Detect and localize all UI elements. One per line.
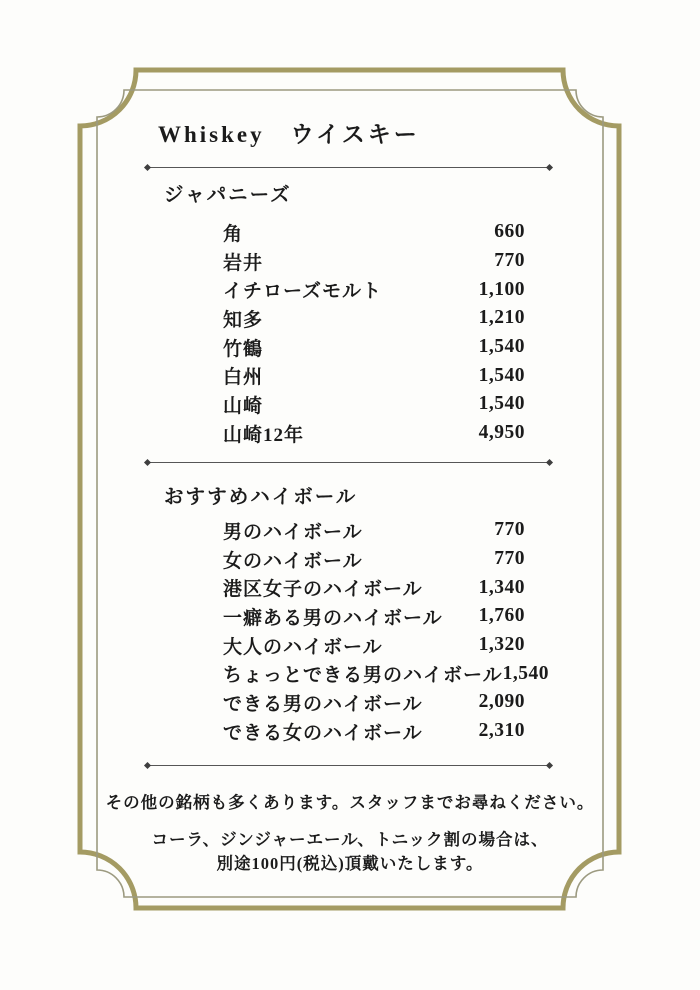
menu-item-row bbox=[223, 631, 525, 660]
menu-item-row bbox=[223, 333, 525, 362]
menu-item-name: ちょっとできる男のハイボール bbox=[223, 665, 503, 687]
menu-item-name: 女のハイボール bbox=[223, 550, 363, 572]
divider-diamond-left-icon bbox=[144, 164, 151, 171]
menu-item-row bbox=[223, 361, 525, 390]
menu-item-name: 知多 bbox=[223, 309, 264, 331]
menu-item-name: 岩井 bbox=[223, 252, 264, 274]
menu-item-name: 港区女子のハイボール bbox=[223, 579, 423, 601]
menu-item-name: 竹鶴 bbox=[223, 338, 264, 360]
menu-item-name: 角 bbox=[223, 223, 244, 245]
menu-list-japanese bbox=[223, 218, 525, 448]
menu-item-row bbox=[223, 419, 525, 448]
menu-item-row bbox=[223, 573, 525, 602]
menu-item-name: イチローズモルト bbox=[223, 281, 383, 303]
footer-note-mixer-line2: 別途100円(税込)頂戴いたします。 bbox=[216, 854, 484, 873]
footer-note-other-brands: その他の銘柄も多くあります。スタッフまでお尋ねください。 bbox=[105, 793, 595, 812]
menu-item-price: 1,210 bbox=[478, 307, 525, 329]
menu-item-row bbox=[223, 304, 525, 333]
menu-item-price: 1,320 bbox=[478, 634, 525, 656]
menu-item-price: 1,540 bbox=[502, 662, 549, 684]
menu-item-price: 2,310 bbox=[478, 720, 525, 742]
divider-diamond-left-icon bbox=[144, 459, 151, 466]
menu-item-price: 1,100 bbox=[478, 278, 525, 300]
section-divider bbox=[145, 164, 552, 171]
menu-item-price: 770 bbox=[494, 548, 525, 570]
menu-item-row bbox=[223, 218, 525, 247]
menu-item-price: 1,760 bbox=[478, 605, 525, 627]
menu-item-price: 770 bbox=[494, 519, 525, 541]
menu-item-name: 白州 bbox=[223, 367, 264, 389]
menu-item-row bbox=[223, 516, 525, 545]
section-divider bbox=[145, 762, 552, 769]
divider-line bbox=[150, 462, 547, 463]
divider-diamond-right-icon bbox=[546, 164, 553, 171]
divider-diamond-right-icon bbox=[546, 762, 553, 769]
footer-note-mixer-surcharge bbox=[0, 828, 700, 876]
menu-item-price: 1,540 bbox=[478, 393, 525, 415]
divider-line bbox=[150, 765, 547, 766]
menu-item-name: 男のハイボール bbox=[223, 521, 363, 543]
menu-item-name: 一癖ある男のハイボール bbox=[223, 607, 443, 629]
divider-line bbox=[150, 167, 547, 168]
menu-item-price: 660 bbox=[494, 221, 525, 243]
menu-item-row bbox=[223, 717, 525, 746]
menu-item-row bbox=[223, 390, 525, 419]
menu-list-highball bbox=[223, 516, 549, 746]
menu-item-name: 大人のハイボール bbox=[223, 636, 383, 658]
menu-item-price: 2,090 bbox=[478, 691, 525, 713]
menu-item-name: できる女のハイボール bbox=[223, 722, 423, 744]
menu-item-row bbox=[223, 602, 525, 631]
menu-item-name: 山崎12年 bbox=[223, 424, 305, 446]
section-heading-japanese: ジャパニーズ bbox=[164, 185, 292, 206]
page-title: Whiskey ウイスキー bbox=[158, 122, 420, 147]
menu-item-price: 4,950 bbox=[478, 422, 525, 444]
menu-item-name: 山崎 bbox=[223, 395, 264, 417]
menu-item-row bbox=[223, 275, 525, 304]
menu-item-name: できる男のハイボール bbox=[223, 693, 423, 715]
divider-diamond-right-icon bbox=[546, 459, 553, 466]
menu-item-row bbox=[223, 688, 525, 717]
menu-item-price: 1,340 bbox=[478, 576, 525, 598]
menu-item-price: 1,540 bbox=[478, 336, 525, 358]
menu-item-row bbox=[223, 659, 549, 688]
menu-item-price: 1,540 bbox=[478, 364, 525, 386]
menu-item-row bbox=[223, 545, 525, 574]
section-divider bbox=[145, 459, 552, 466]
divider-diamond-left-icon bbox=[144, 762, 151, 769]
menu-item-price: 770 bbox=[494, 250, 525, 272]
footer-note-mixer-line1: コーラ、ジンジャーエール、トニック割の場合は、 bbox=[151, 830, 549, 849]
section-heading-highball: おすすめハイボール bbox=[164, 487, 358, 508]
menu-item-row bbox=[223, 247, 525, 276]
